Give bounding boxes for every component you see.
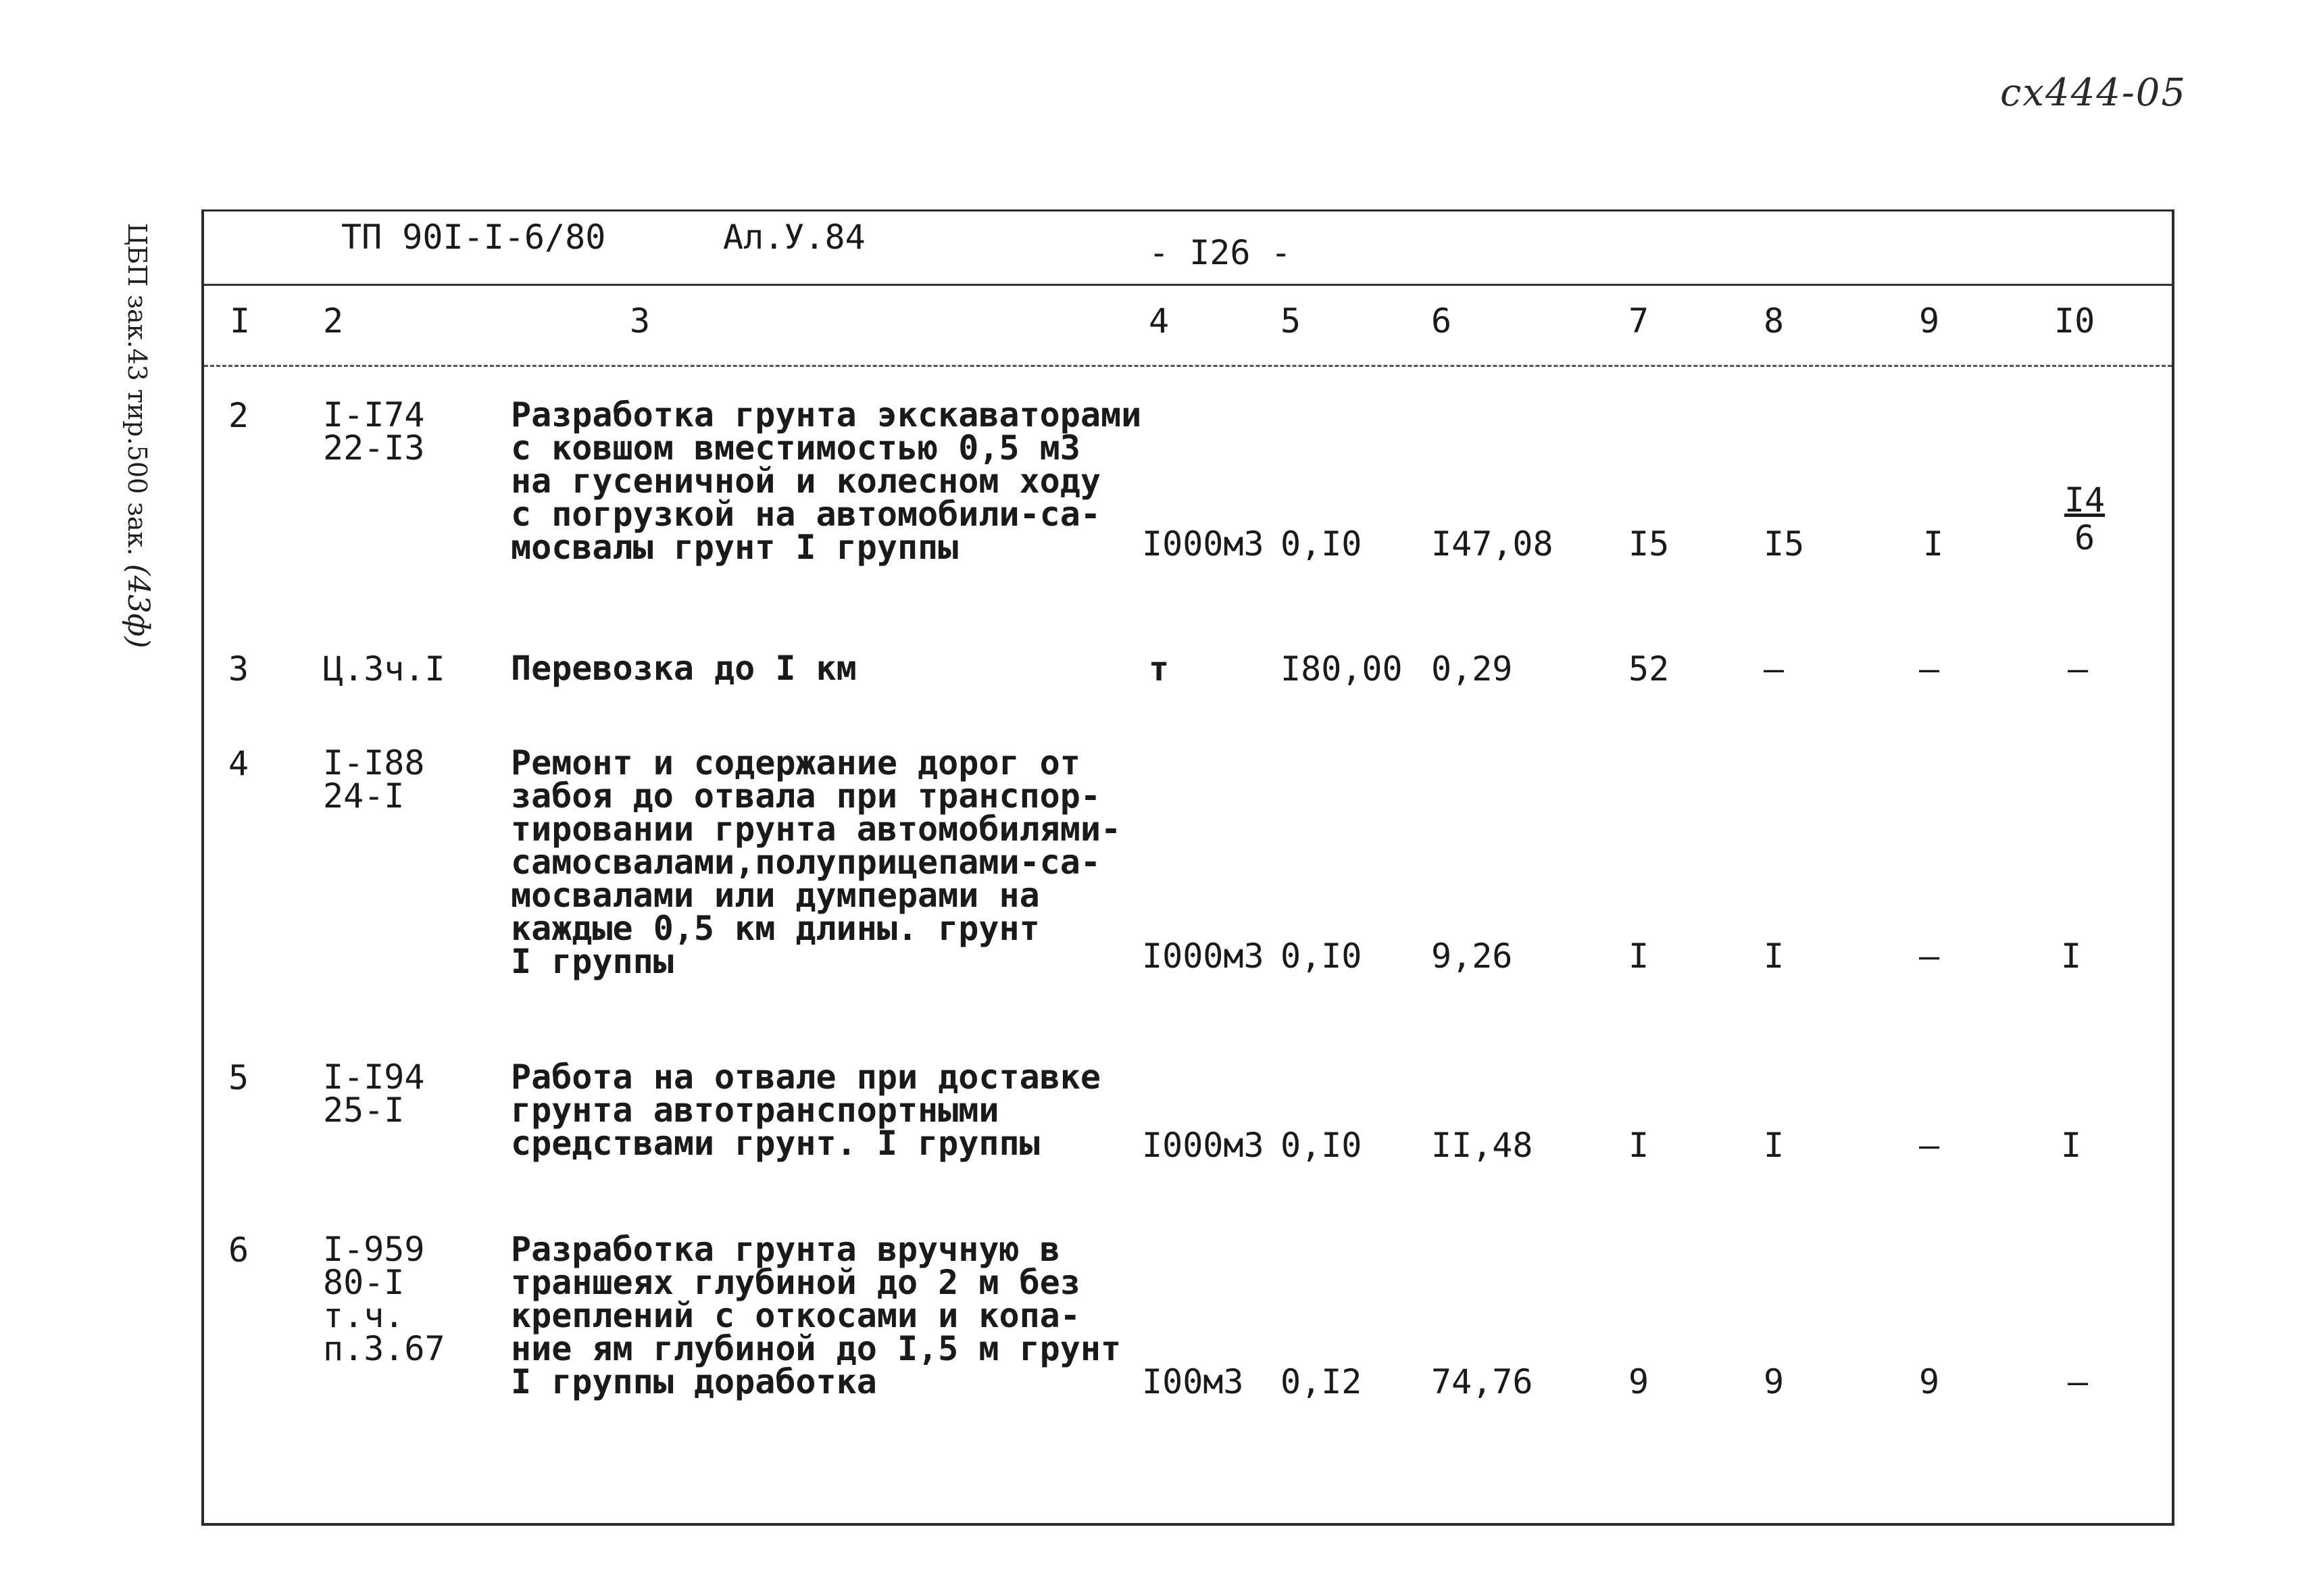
col-num-9: 9 bbox=[1919, 301, 1940, 341]
row-number: 4 bbox=[228, 744, 249, 783]
row-quantity: I80,00 bbox=[1280, 649, 1403, 689]
row-description: Ремонт и содержание дорог от забоя до отвала при транспор- тировании грунта автомобилями- самосвалами,полуприцепами-са- мосвалами или думперами на каждые 0,5 км длины. грунт I группы bbox=[511, 743, 1122, 981]
row-col7: 52 bbox=[1628, 649, 1670, 689]
row-col9: 9 bbox=[1919, 1362, 1940, 1401]
row-col8: I5 bbox=[1764, 524, 1805, 564]
row-price: I47,08 bbox=[1431, 524, 1553, 564]
row-unit: т bbox=[1149, 649, 1170, 689]
row-code: I-I94 25-I bbox=[323, 1057, 425, 1130]
row-col8: 9 bbox=[1764, 1362, 1785, 1401]
column-numbers-divider bbox=[204, 365, 2172, 367]
row-col9: – bbox=[1919, 1126, 1940, 1165]
col-num-3: 3 bbox=[630, 301, 651, 341]
row-col10: I bbox=[2061, 937, 2082, 976]
col-num-7: 7 bbox=[1628, 301, 1649, 341]
row-col10: I bbox=[2061, 1126, 2082, 1165]
row-col8: – bbox=[1764, 649, 1785, 689]
side-note-handwritten: (43ф) bbox=[121, 564, 155, 649]
col-num-5: 5 bbox=[1280, 301, 1301, 341]
row-unit: I000м3 bbox=[1142, 524, 1264, 564]
row-col9: – bbox=[1919, 937, 1940, 976]
side-note-printed: ЦБП зак.43 тир.500 зак. bbox=[122, 223, 152, 556]
document-number: ТП 90I-I-6/80 bbox=[341, 218, 606, 257]
row-quantity: 0,I0 bbox=[1280, 524, 1362, 564]
row-price: II,48 bbox=[1431, 1126, 1533, 1165]
row-quantity: 0,I2 bbox=[1280, 1362, 1362, 1401]
row-description: Перевозка до I км bbox=[511, 649, 857, 688]
row-description: Работа на отвале при доставке грунта автотранспортными средствами грунт. I группы bbox=[511, 1057, 1101, 1163]
fraction-numerator: I4 bbox=[2064, 480, 2106, 520]
col-num-2: 2 bbox=[323, 301, 344, 341]
row-unit: I00м3 bbox=[1142, 1362, 1244, 1401]
row-price: 9,26 bbox=[1431, 937, 1513, 976]
row-code: Ц.3ч.I bbox=[323, 649, 445, 689]
row-col10: – bbox=[2068, 1362, 2089, 1401]
col-num-8: 8 bbox=[1764, 301, 1785, 341]
col-num-1: I bbox=[230, 301, 251, 341]
col-num-6: 6 bbox=[1431, 301, 1452, 341]
row-number: 6 bbox=[228, 1230, 249, 1270]
col-num-4: 4 bbox=[1149, 301, 1170, 341]
row-col10-fraction bbox=[2054, 481, 2115, 557]
row-number: 2 bbox=[228, 396, 249, 435]
album-number: Ал.У.84 bbox=[723, 218, 866, 257]
row-col9: I bbox=[1923, 524, 1944, 564]
row-col7: I5 bbox=[1628, 524, 1670, 564]
col-num-10: I0 bbox=[2054, 301, 2095, 341]
fraction-denominator: 6 bbox=[2074, 518, 2095, 557]
row-quantity: 0,I0 bbox=[1280, 937, 1362, 976]
page-number: - I26 - bbox=[1149, 233, 1291, 272]
row-unit: I000м3 bbox=[1142, 1126, 1264, 1165]
row-number: 3 bbox=[228, 649, 249, 689]
row-code: I-959 80-I т.ч. п.3.67 bbox=[323, 1230, 445, 1368]
row-description: Разработка грунта вручную в траншеях глубиной до 2 м без креплений с откосами и копа- ние ям глубиной до I,5 м грунт I группы доработка bbox=[511, 1230, 1122, 1401]
archive-stamp: сх444-05 bbox=[2000, 71, 2187, 115]
row-col9: – bbox=[1919, 649, 1940, 689]
table-frame bbox=[201, 209, 2174, 1526]
row-price: 74,76 bbox=[1431, 1362, 1533, 1401]
row-col8: I bbox=[1764, 937, 1785, 976]
row-col7: I bbox=[1628, 937, 1649, 976]
row-price: 0,29 bbox=[1431, 649, 1513, 689]
side-margin-note bbox=[121, 223, 155, 648]
row-unit: I000м3 bbox=[1142, 937, 1264, 976]
row-col7: 9 bbox=[1628, 1362, 1649, 1401]
row-col8: I bbox=[1764, 1126, 1785, 1165]
row-number: 5 bbox=[228, 1058, 249, 1097]
row-col7: I bbox=[1628, 1126, 1649, 1165]
row-description: Разработка грунта экскаваторами с ковшом вместимостью 0,5 м3 на гусеничной и колесном ходу с погрузкой на автомобили-са- мосвалы грунт I группы bbox=[511, 395, 1142, 567]
row-quantity: 0,I0 bbox=[1280, 1126, 1362, 1165]
row-code: I-I74 22-I3 bbox=[323, 395, 425, 468]
row-code: I-I88 24-I bbox=[323, 743, 425, 816]
row-col10: – bbox=[2068, 649, 2089, 689]
header-divider bbox=[204, 284, 2172, 286]
